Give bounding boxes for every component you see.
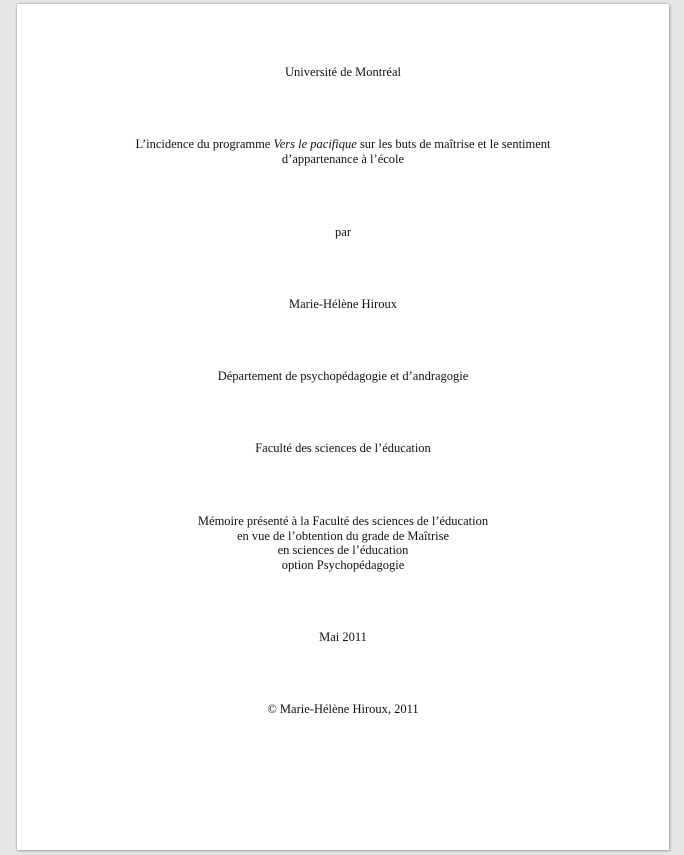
copyright-notice: © Marie-Hélène Hiroux, 2011	[267, 702, 419, 716]
document-page	[17, 4, 669, 850]
by-label: par	[335, 225, 351, 239]
author-name: Marie-Hélène Hiroux	[289, 297, 397, 311]
memoire-line: Mémoire présenté à la Faculté des sciences de l’éducation	[197, 514, 489, 528]
title-text-after: sur les buts de maîtrise et le sentiment	[356, 137, 551, 151]
memoire-line: en sciences de l’éducation	[277, 543, 409, 557]
title-program-name: Vers le pacifique	[273, 137, 357, 151]
faculty-name: Faculté des sciences de l’éducation	[255, 441, 431, 455]
submission-date: Mai 2011	[319, 630, 367, 644]
memoire-line: en vue de l’obtention du grade de Maîtrise	[236, 529, 450, 543]
department-name: Département de psychopédagogie et d’andragogie	[217, 369, 469, 383]
title-text-before: L’incidence du programme	[135, 137, 274, 151]
thesis-title-line-1	[17, 137, 669, 152]
university-name: Université de Montréal	[285, 65, 401, 79]
memoire-line: option Psychopédagogie	[281, 558, 405, 572]
thesis-title-line-2: d’appartenance à l’école	[281, 152, 405, 166]
